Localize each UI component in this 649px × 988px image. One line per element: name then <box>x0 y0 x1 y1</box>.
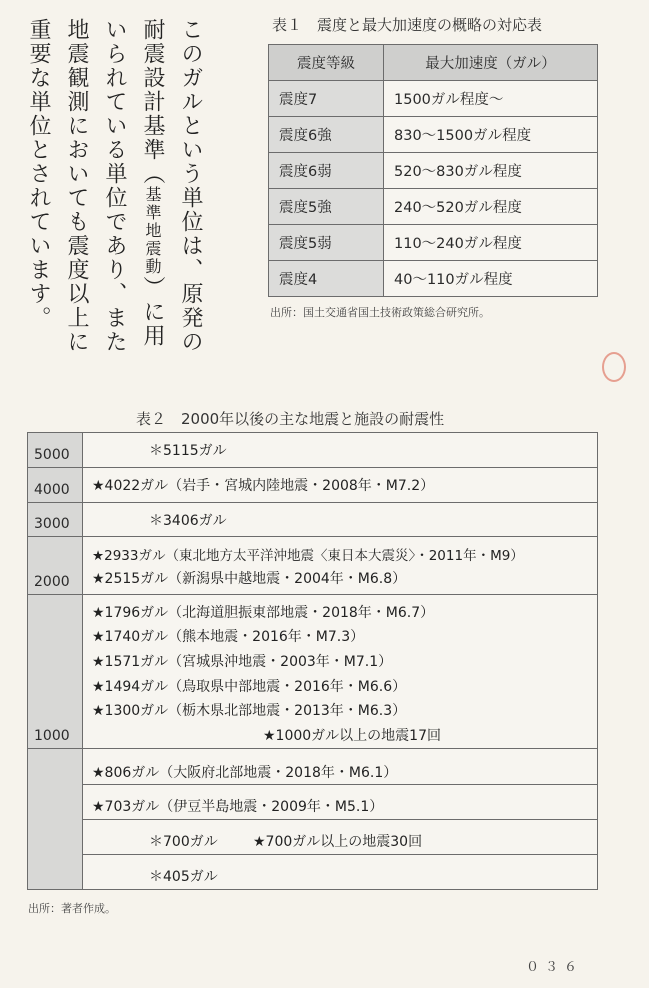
entry-405: ＊405ガル <box>149 869 218 885</box>
entry-1494: ★1494ガル（鳥取県中部地震・2016年・M6.6） <box>92 679 407 695</box>
table2-caption: 表２ 2000年以後の主な地震と施設の耐震性 <box>136 410 445 428</box>
entry-4022: ★4022ガル（岩手・宮城内陸地震・2008年・M7.2） <box>92 478 435 494</box>
body-col-1: このガルという単位は、原発の <box>178 18 203 354</box>
table1-source: 出所：国土交通省国土技術政策総合研究所。 <box>270 306 490 319</box>
table1-caption: 表１ 震度と最大加速度の概略の対応表 <box>272 16 543 34</box>
entry-2933: ★2933ガル（東北地方太平洋沖地震〈東日本大震災〉・2011年・M9） <box>92 548 524 564</box>
entry-806: ★806ガル（大阪府北部地震・2018年・M6.1） <box>92 765 398 781</box>
level-cell: 震度4 <box>269 261 384 297</box>
table-row <box>269 153 598 189</box>
red-stamp-mark <box>602 352 626 382</box>
table-row <box>269 225 598 261</box>
body-col-3: いられている単位であり、また <box>102 18 127 354</box>
entry-1571: ★1571ガル（宮城県沖地震・2003年・M7.1） <box>92 654 393 670</box>
accel-cell: 520〜830ガル程度 <box>384 153 598 189</box>
band-3000 <box>27 502 83 537</box>
band-label: 2000 <box>34 574 70 590</box>
table1-header-row <box>269 45 598 81</box>
accel-cell: 240〜520ガル程度 <box>384 189 598 225</box>
table2 <box>27 432 598 890</box>
table1-header-accel: 最大加速度（ガル） <box>384 45 598 81</box>
entry-1796: ★1796ガル（北海道胆振東部地震・2018年・M6.7） <box>92 605 435 621</box>
band-label: 5000 <box>34 447 70 463</box>
level-cell: 震度5強 <box>269 189 384 225</box>
page-number: ０３６ <box>526 960 584 975</box>
table2-source: 出所：著者作成。 <box>28 902 116 915</box>
table-row <box>269 261 598 297</box>
band-2000 <box>27 536 83 595</box>
accel-cell: 1500ガル程度〜 <box>384 81 598 117</box>
entry-1300: ★1300ガル（栃木県北部地震・2013年・M6.3） <box>92 703 407 719</box>
entry-2515: ★2515ガル（新潟県中越地震・2004年・M6.8） <box>92 571 407 587</box>
band-label: 1000 <box>34 728 70 744</box>
entry-1000-count: ★1000ガル以上の地震17回 <box>263 728 441 744</box>
band-4000 <box>27 467 83 503</box>
entry-700: ＊700ガル <box>149 834 218 850</box>
body-col-2-small: 基準地震動 <box>143 186 162 276</box>
level-cell: 震度6強 <box>269 117 384 153</box>
level-cell: 震度5弱 <box>269 225 384 261</box>
band-1000 <box>27 594 83 749</box>
table1-header-level: 震度等級 <box>269 45 384 81</box>
body-text <box>19 18 209 378</box>
band-5000 <box>27 432 83 468</box>
band-label: 3000 <box>34 516 70 532</box>
table-row <box>269 117 598 153</box>
accel-cell: 110〜240ガル程度 <box>384 225 598 261</box>
entry-5115: ＊5115ガル <box>149 443 227 459</box>
body-col-2a: 耐震設計基準（ <box>140 18 165 186</box>
level-cell: 震度7 <box>269 81 384 117</box>
entry-703: ★703ガル（伊豆半島地震・2009年・M5.1） <box>92 799 384 815</box>
band-below-1000 <box>27 748 83 890</box>
table1 <box>268 44 598 297</box>
body-col-5: 重要な単位とされています。 <box>26 18 51 330</box>
accel-cell: 830〜1500ガル程度 <box>384 117 598 153</box>
accel-cell: 40〜110ガル程度 <box>384 261 598 297</box>
body-col-4: 地震観測においても震度以上に <box>64 18 89 354</box>
entry-1740: ★1740ガル（熊本地震・2016年・M7.3） <box>92 629 365 645</box>
table-row <box>269 189 598 225</box>
body-col-2b: ）に用 <box>140 276 165 348</box>
level-cell: 震度6弱 <box>269 153 384 189</box>
entry-700-count: ★700ガル以上の地震30回 <box>253 834 423 850</box>
band-label: 4000 <box>34 482 70 498</box>
entry-3406: ＊3406ガル <box>149 513 227 529</box>
table-row <box>269 81 598 117</box>
